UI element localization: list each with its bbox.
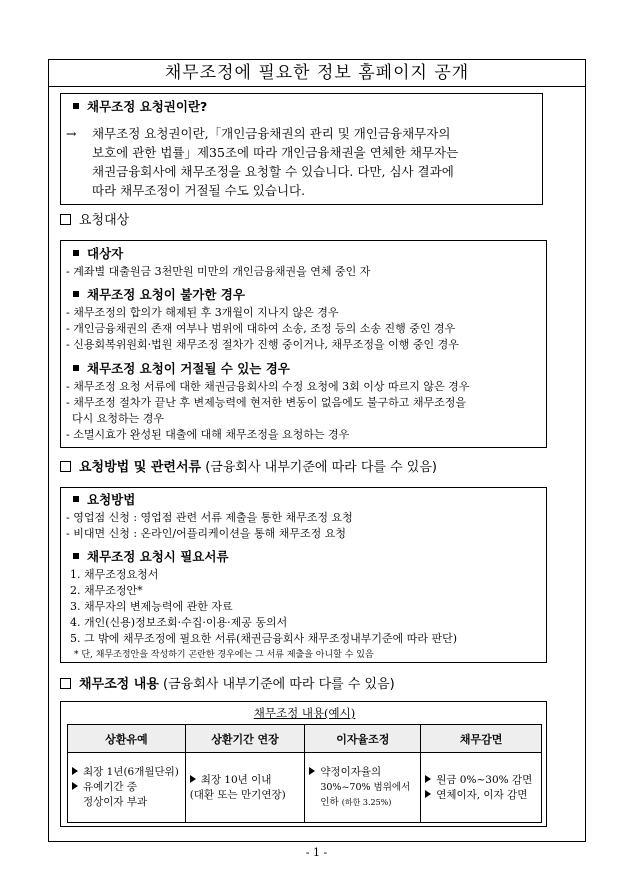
cell-line <box>425 788 537 803</box>
section-title-note: (금융회사 내부기준에 따라 다를 수 있음) <box>205 460 437 475</box>
list-item: - 비대면 신청 : 온라인/어플리케이션을 통해 채무조정 요청 <box>66 527 347 540</box>
cell-line <box>190 773 301 788</box>
method-heading <box>73 492 135 508</box>
triangle-bullet-icon <box>309 767 315 775</box>
cell-text-small: (하한 3.25%) <box>341 798 392 807</box>
definition-line: 채무조정 요청권이란,「개인금융채권의 관리 및 개인금융채무자의 <box>92 126 451 141</box>
cell-line <box>309 795 416 810</box>
cell-line <box>425 773 537 788</box>
document-item: 3. 채무자의 변제능력에 관한 자료 <box>70 600 233 613</box>
document-item: 4. 개인(신용)정보조회·수집·이용·제공 동의서 <box>70 616 288 629</box>
definition-line: 따라 채무조정이 거절될 수도 있습니다. <box>92 183 306 198</box>
triangle-bullet-icon <box>190 775 196 783</box>
cell-line: 정상이자 부과 <box>83 796 148 808</box>
column-header: 이자율조정 <box>305 725 421 753</box>
cell-line <box>309 765 416 780</box>
not-allowed-heading <box>73 287 245 303</box>
not-allowed-heading-text: 채무조정 요청이 불가한 경우 <box>87 287 245 302</box>
section-title-bold: 채무조정 내용 <box>79 677 159 692</box>
list-item: - 계좌별 대출원금 3천만원 미만의 개인금융채권을 연체 중인 자 <box>66 265 371 278</box>
document-item: 1. 채무조정요청서 <box>70 568 159 581</box>
reject-heading-text: 채무조정 요청이 거절될 수 있는 경우 <box>87 361 290 376</box>
arrow-icon: → <box>66 126 77 141</box>
square-bullet-icon <box>73 250 79 256</box>
cell-line: 30%~70% 범위에서 <box>320 782 411 793</box>
docs-heading-text: 채무조정 요청시 필요서류 <box>87 549 229 564</box>
list-item: - 소멸시효가 완성된 대출에 대해 채무조정을 요청하는 경우 <box>66 428 350 441</box>
triangle-bullet-icon <box>425 775 431 783</box>
section-title-text: 요청대상 <box>79 213 130 228</box>
cell-line: (대환 또는 만기연장) <box>189 788 286 801</box>
checkbox-square-icon <box>60 678 71 689</box>
document-item: 5. 그 밖에 채무조정에 필요한 서류(채권금융회사 채무조정내부기준에 따라 판단) <box>70 632 458 645</box>
square-bullet-icon <box>73 103 79 109</box>
page-title: 채무조정에 필요한 정보 홈페이지 공개 <box>48 59 586 87</box>
section-title-eligibility <box>60 213 129 229</box>
column-header: 상환유예 <box>68 725 186 753</box>
extension-cell <box>185 753 305 823</box>
section-title-content <box>60 677 395 693</box>
section-title-note: (금융회사 내부기준에 따라 다를 수 있음) <box>163 677 395 692</box>
list-item-continued: 다시 요청하는 경우 <box>72 412 165 425</box>
table-header-row <box>68 725 542 753</box>
reject-heading <box>73 361 290 377</box>
list-item: - 신용회복위원회·법원 채무조정 절차가 진행 중이거나, 채무조정을 이행 중인 경우 <box>66 338 459 351</box>
document-item: 2. 채무조정안* <box>70 584 143 597</box>
table-caption-text: 채무조정 내용(예시) <box>253 706 356 720</box>
section-title-bold: 요청방법 및 관련서류 <box>79 460 202 475</box>
target-heading <box>73 246 123 262</box>
table-row <box>68 753 542 823</box>
triangle-bullet-icon <box>72 767 78 775</box>
cell-text: 원금 0%~30% 감면 <box>436 773 533 786</box>
method-heading-text: 요청방법 <box>87 492 136 507</box>
table-caption <box>67 706 542 721</box>
cell-text: 유예기간 중 <box>83 781 138 793</box>
triangle-bullet-icon <box>425 790 431 798</box>
cell-text: 연체이자, 이자 감면 <box>436 788 528 801</box>
list-item: - 채무조정 요청 서류에 대한 채권금융회사의 수정 요청에 3회 이상 따르지 않은 경우 <box>66 380 470 393</box>
checkbox-square-icon <box>60 214 71 225</box>
deferral-cell <box>68 753 186 823</box>
checkbox-square-icon <box>60 461 71 472</box>
definition-line: 채권금융회사에 채무조정을 요청할 수 있습니다. 다만, 심사 결과에 <box>92 164 454 179</box>
square-bullet-icon <box>73 553 79 559</box>
square-bullet-icon <box>73 291 79 297</box>
target-heading-text: 대상자 <box>87 246 124 261</box>
section-title-method <box>60 460 437 476</box>
footnote: * 단, 채무조정안을 작성하기 곤란한 경우에는 그 서류 제출을 아니할 수 있음 <box>74 650 374 660</box>
cell-line <box>72 765 181 780</box>
interest-cell <box>305 753 421 823</box>
docs-heading <box>73 549 229 565</box>
list-item: - 채무조정 절차가 끝난 후 변제능력에 현저한 변동이 없음에도 불구하고 채무조정을 <box>66 396 466 409</box>
definition-heading <box>73 99 207 115</box>
cell-line <box>72 780 181 795</box>
column-header: 채무감면 <box>421 725 542 753</box>
triangle-bullet-icon <box>72 782 78 790</box>
cell-text: 인하 <box>320 797 339 808</box>
list-item: - 영업점 신청 : 영업점 관련 서류 제출을 통한 채무조정 요청 <box>66 511 353 524</box>
reduction-cell <box>421 753 542 823</box>
list-item: - 개인금융채권의 존재 여부나 범위에 대하여 소송, 조정 등의 소송 진행 중인 경우 <box>66 322 456 335</box>
cell-text: 최장 10년 이내 <box>200 773 272 786</box>
definition-heading-text: 채무조정 요청권이란? <box>87 99 208 114</box>
adjustment-table <box>67 724 542 823</box>
cell-text: 최장 1년(6개월단위) <box>83 766 179 778</box>
page-number: - 1 - <box>305 846 328 859</box>
definition-line: 보호에 관한 법률」제35조에 따라 개인금융채권을 연체한 채무자는 <box>92 145 459 160</box>
cell-text: 약정이자율의 <box>320 766 382 778</box>
column-header: 상환기간 연장 <box>185 725 305 753</box>
list-item: - 채무조정의 합의가 해제된 후 3개월이 지나지 않은 경우 <box>66 306 339 319</box>
square-bullet-icon <box>73 365 79 371</box>
square-bullet-icon <box>73 496 79 502</box>
